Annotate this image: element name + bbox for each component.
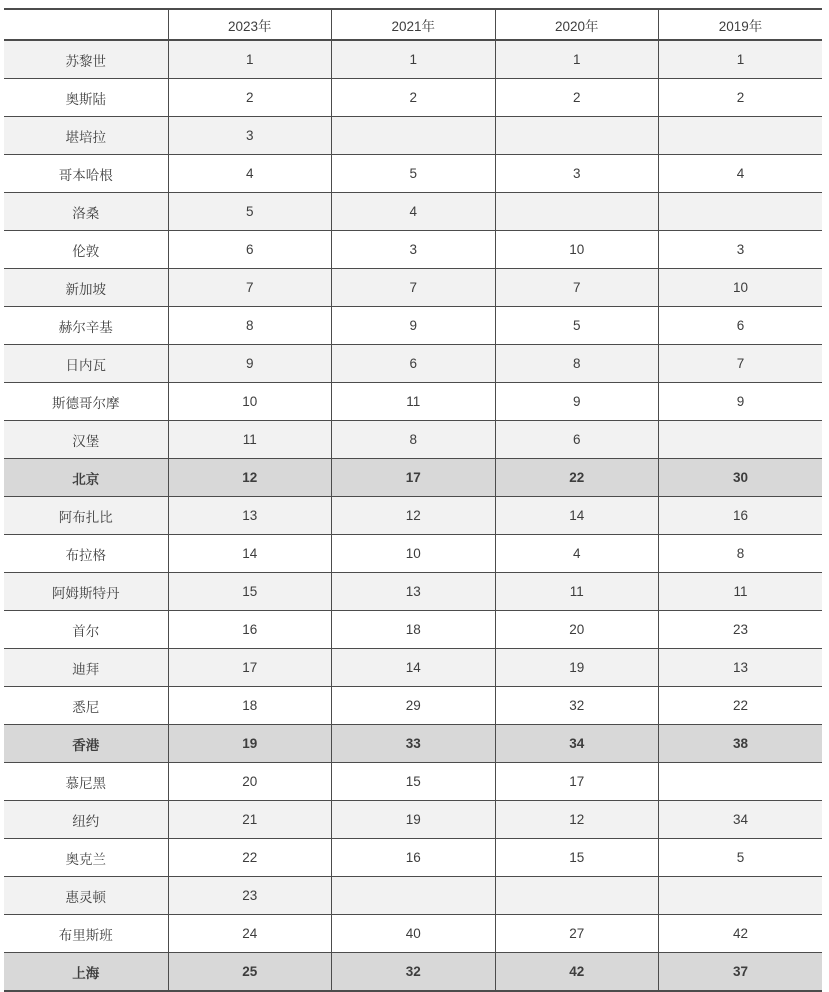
rank-cell — [659, 421, 823, 459]
rank-cell: 2 — [332, 79, 496, 117]
city-cell: 奥斯陆 — [4, 79, 168, 117]
header-cell-2020: 2020年 — [495, 9, 659, 40]
table-row — [4, 687, 822, 725]
rank-cell: 1 — [495, 40, 659, 79]
rank-cell: 2 — [495, 79, 659, 117]
table-row — [4, 915, 822, 953]
table-row — [4, 953, 822, 992]
rank-cell: 9 — [495, 383, 659, 421]
city-cell: 慕尼黑 — [4, 763, 168, 801]
rank-cell: 1 — [659, 40, 823, 79]
rank-cell: 8 — [495, 345, 659, 383]
table-row — [4, 763, 822, 801]
table-row — [4, 877, 822, 915]
rank-cell: 9 — [332, 307, 496, 345]
table-row — [4, 269, 822, 307]
table-row — [4, 649, 822, 687]
rank-cell: 10 — [659, 269, 823, 307]
rank-cell: 4 — [168, 155, 332, 193]
rank-cell — [659, 877, 823, 915]
rank-cell: 14 — [168, 535, 332, 573]
table-row — [4, 611, 822, 649]
rank-cell — [659, 117, 823, 155]
rank-cell: 19 — [332, 801, 496, 839]
city-cell: 奥克兰 — [4, 839, 168, 877]
rank-cell: 3 — [332, 231, 496, 269]
rank-cell: 1 — [332, 40, 496, 79]
rank-cell: 40 — [332, 915, 496, 953]
rank-cell: 27 — [495, 915, 659, 953]
table-row — [4, 421, 822, 459]
city-cell: 赫尔辛基 — [4, 307, 168, 345]
rank-cell: 13 — [659, 649, 823, 687]
rank-cell: 22 — [495, 459, 659, 497]
rank-cell — [495, 877, 659, 915]
table-row — [4, 40, 822, 79]
city-cell: 上海 — [4, 953, 168, 992]
table-row — [4, 459, 822, 497]
rank-cell — [495, 117, 659, 155]
city-cell: 北京 — [4, 459, 168, 497]
rank-cell: 12 — [332, 497, 496, 535]
rank-cell: 24 — [168, 915, 332, 953]
rank-cell: 38 — [659, 725, 823, 763]
table-body — [4, 40, 822, 991]
rank-cell: 34 — [495, 725, 659, 763]
rank-cell: 6 — [659, 307, 823, 345]
table-row — [4, 345, 822, 383]
city-cell: 悉尼 — [4, 687, 168, 725]
rank-cell: 23 — [168, 877, 332, 915]
rank-cell: 2 — [168, 79, 332, 117]
city-cell: 新加坡 — [4, 269, 168, 307]
rank-cell: 4 — [332, 193, 496, 231]
table-row — [4, 231, 822, 269]
rank-cell: 3 — [168, 117, 332, 155]
rank-cell: 10 — [495, 231, 659, 269]
table-row — [4, 725, 822, 763]
rank-cell — [659, 193, 823, 231]
city-cell: 布拉格 — [4, 535, 168, 573]
rank-cell: 3 — [659, 231, 823, 269]
header-row — [4, 9, 822, 40]
city-cell: 惠灵顿 — [4, 877, 168, 915]
table-row — [4, 155, 822, 193]
rank-cell: 20 — [495, 611, 659, 649]
rank-cell: 6 — [332, 345, 496, 383]
table-row — [4, 383, 822, 421]
city-cell: 洛桑 — [4, 193, 168, 231]
rank-cell: 17 — [168, 649, 332, 687]
rank-cell: 11 — [332, 383, 496, 421]
header-cell-corner — [4, 9, 168, 40]
rank-cell: 10 — [332, 535, 496, 573]
rank-cell: 5 — [168, 193, 332, 231]
rank-cell: 4 — [659, 155, 823, 193]
rank-cell: 18 — [332, 611, 496, 649]
rank-cell: 25 — [168, 953, 332, 992]
rank-cell: 2 — [659, 79, 823, 117]
rank-cell: 22 — [659, 687, 823, 725]
rank-cell: 5 — [495, 307, 659, 345]
rank-cell: 19 — [168, 725, 332, 763]
table-row — [4, 801, 822, 839]
header-cell-2021: 2021年 — [332, 9, 496, 40]
rank-cell: 9 — [168, 345, 332, 383]
table-row — [4, 117, 822, 155]
city-cell: 汉堡 — [4, 421, 168, 459]
rank-cell: 7 — [332, 269, 496, 307]
rank-cell: 6 — [495, 421, 659, 459]
rank-cell: 22 — [168, 839, 332, 877]
rank-cell: 10 — [168, 383, 332, 421]
city-cell: 堪培拉 — [4, 117, 168, 155]
rank-cell: 6 — [168, 231, 332, 269]
rank-cell: 33 — [332, 725, 496, 763]
rank-cell: 37 — [659, 953, 823, 992]
rank-cell: 14 — [495, 497, 659, 535]
city-cell: 纽约 — [4, 801, 168, 839]
rank-cell: 15 — [168, 573, 332, 611]
rank-cell: 15 — [332, 763, 496, 801]
rank-cell: 30 — [659, 459, 823, 497]
rank-cell: 32 — [332, 953, 496, 992]
rank-cell — [659, 763, 823, 801]
rank-cell: 12 — [495, 801, 659, 839]
city-cell: 哥本哈根 — [4, 155, 168, 193]
rank-cell: 9 — [659, 383, 823, 421]
rank-cell: 14 — [332, 649, 496, 687]
rank-cell: 5 — [659, 839, 823, 877]
rank-cell: 3 — [495, 155, 659, 193]
city-ranking-table — [4, 8, 822, 992]
rank-cell: 16 — [659, 497, 823, 535]
rank-cell: 12 — [168, 459, 332, 497]
rank-cell — [495, 193, 659, 231]
rank-cell: 8 — [168, 307, 332, 345]
rank-cell: 11 — [495, 573, 659, 611]
rank-cell: 16 — [168, 611, 332, 649]
city-cell: 首尔 — [4, 611, 168, 649]
rank-cell — [332, 877, 496, 915]
rank-cell: 5 — [332, 155, 496, 193]
rank-cell: 7 — [659, 345, 823, 383]
rank-cell: 17 — [495, 763, 659, 801]
rank-cell: 11 — [168, 421, 332, 459]
rank-cell: 23 — [659, 611, 823, 649]
rank-cell: 32 — [495, 687, 659, 725]
rank-cell: 8 — [659, 535, 823, 573]
table-row — [4, 79, 822, 117]
rank-cell: 1 — [168, 40, 332, 79]
rank-cell: 7 — [495, 269, 659, 307]
rank-cell: 42 — [495, 953, 659, 992]
rank-cell: 29 — [332, 687, 496, 725]
rank-cell: 4 — [495, 535, 659, 573]
rank-cell: 18 — [168, 687, 332, 725]
city-cell: 阿姆斯特丹 — [4, 573, 168, 611]
header-cell-2023: 2023年 — [168, 9, 332, 40]
city-cell: 迪拜 — [4, 649, 168, 687]
table-row — [4, 497, 822, 535]
rank-cell: 21 — [168, 801, 332, 839]
header-cell-2019: 2019年 — [659, 9, 823, 40]
rank-cell: 19 — [495, 649, 659, 687]
rank-cell: 13 — [332, 573, 496, 611]
rank-cell: 17 — [332, 459, 496, 497]
city-cell: 香港 — [4, 725, 168, 763]
city-cell: 阿布扎比 — [4, 497, 168, 535]
city-cell: 斯德哥尔摩 — [4, 383, 168, 421]
city-cell: 日内瓦 — [4, 345, 168, 383]
rank-cell: 20 — [168, 763, 332, 801]
table-row — [4, 839, 822, 877]
table-row — [4, 307, 822, 345]
city-cell: 布里斯班 — [4, 915, 168, 953]
rank-cell: 11 — [659, 573, 823, 611]
rank-cell: 42 — [659, 915, 823, 953]
rank-cell: 34 — [659, 801, 823, 839]
rank-cell: 13 — [168, 497, 332, 535]
rank-cell: 15 — [495, 839, 659, 877]
table-row — [4, 535, 822, 573]
rank-cell: 7 — [168, 269, 332, 307]
table-row — [4, 573, 822, 611]
rank-cell: 8 — [332, 421, 496, 459]
city-cell: 伦敦 — [4, 231, 168, 269]
table-row — [4, 193, 822, 231]
city-cell: 苏黎世 — [4, 40, 168, 79]
rank-cell — [332, 117, 496, 155]
rank-cell: 16 — [332, 839, 496, 877]
